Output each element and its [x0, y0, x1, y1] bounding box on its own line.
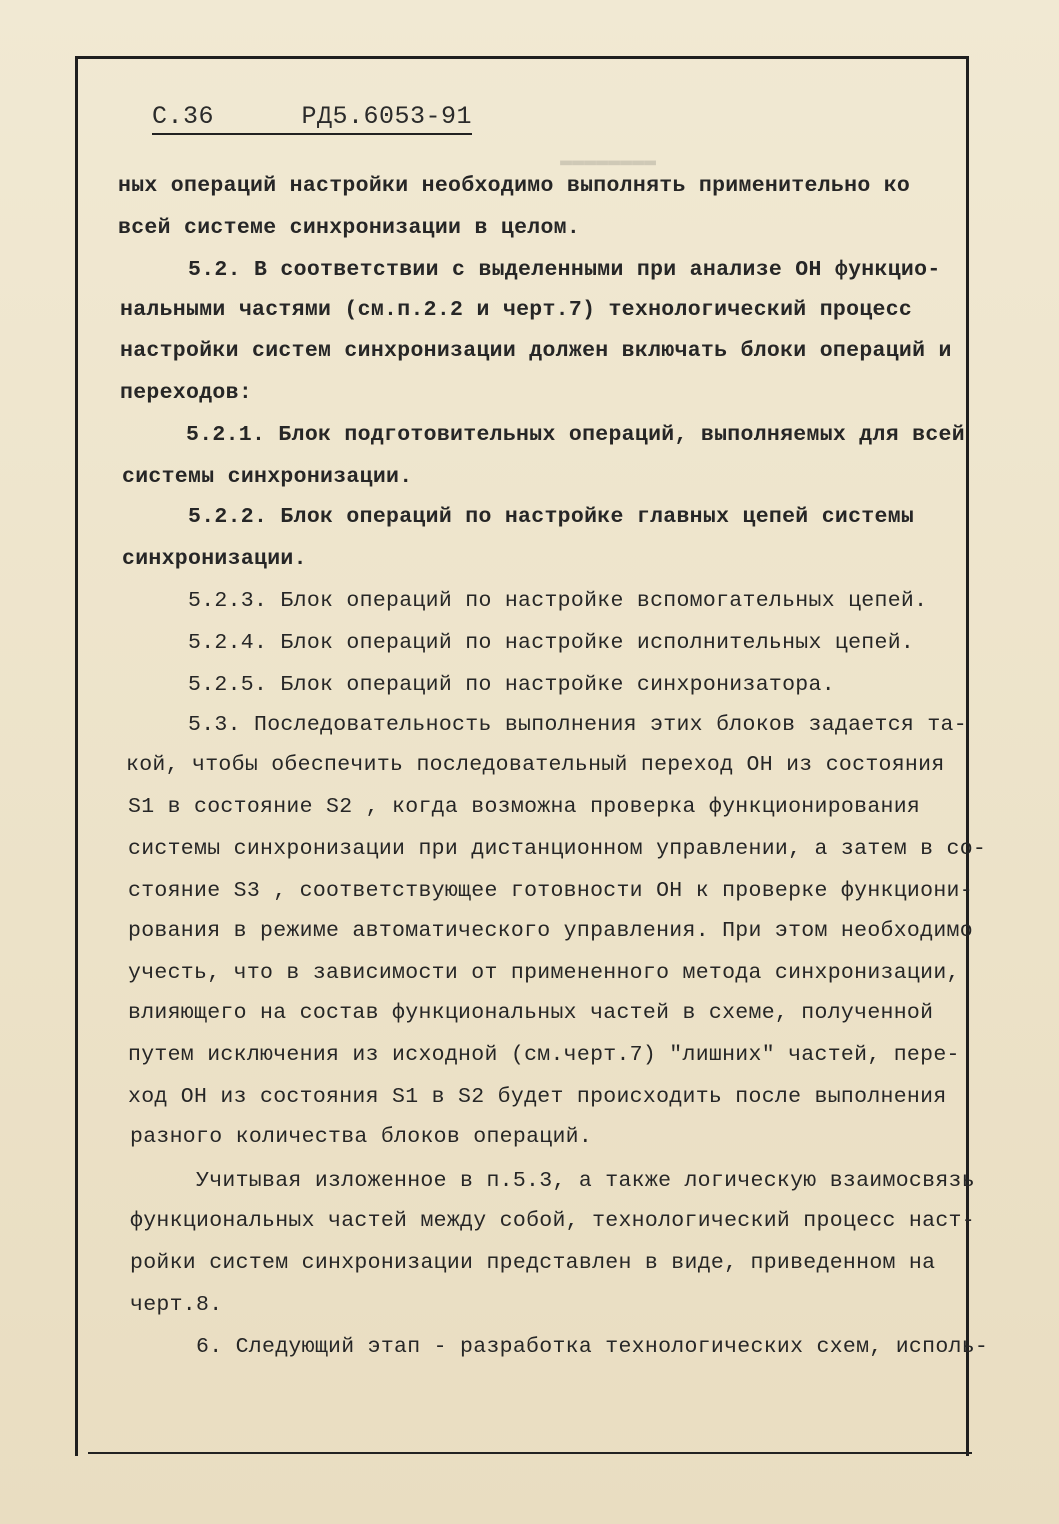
- text-line: нальными частями (см.п.2.2 и черт.7) технологический процесс: [120, 298, 913, 322]
- text-line: учесть, что в зависимости от примененного метода синхронизации,: [128, 961, 960, 985]
- bleed-through-mark: ▬▬▬▬▬▬▬▬: [560, 150, 657, 173]
- text-line: 5.2.1. Блок подготовительных операций, выполняемых для всей: [186, 423, 965, 447]
- text-line: влияющего на состав функциональных частей в схеме, полученной: [128, 1001, 934, 1025]
- text-line: системы синхронизации при дистанционном управлении, а затем в со-: [128, 837, 987, 861]
- text-line: системы синхронизации.: [122, 465, 413, 489]
- text-line: 5.2.2. Блок операций по настройке главных цепей системы: [188, 505, 915, 529]
- page-header: [152, 102, 472, 135]
- text-line: 5.2.5. Блок операций по настройке синхронизатора.: [188, 673, 835, 697]
- text-line: ных операций настройки необходимо выполнять применительно ко: [118, 174, 911, 198]
- text-line: стояние S3 , соответствующее готовности ОН к проверке функциони-: [128, 879, 973, 903]
- text-line: 5.2.4. Блок операций по настройке исполнительных цепей.: [188, 631, 915, 655]
- text-line: ход ОН из состояния S1 в S2 будет происходить после выполнения: [128, 1085, 947, 1109]
- text-line: 5.2. В соответствии с выделенными при анализе ОН функцио-: [188, 258, 941, 282]
- text-line: 5.2.3. Блок операций по настройке вспомогательных цепей.: [188, 589, 928, 613]
- text-line: рования в режиме автоматического управления. При этом необходимо: [128, 919, 973, 943]
- text-line: функциональных частей между собой, технологический процесс наст-: [130, 1209, 975, 1233]
- text-line: S1 в состояние S2 , когда возможна проверка функционирования: [128, 795, 921, 819]
- text-line: 6. Следующий этап - разработка технологических схем, исполь-: [196, 1335, 989, 1359]
- text-line: синхронизации.: [122, 547, 307, 571]
- document-code: РД5.6053-91: [301, 102, 473, 131]
- text-line: ройки систем синхронизации представлен в виде, приведенном на: [130, 1251, 936, 1275]
- text-line: Учитывая изложенное в п.5.3, а также логическую взаимосвязь: [196, 1169, 975, 1193]
- text-line: настройки систем синхронизации должен включать блоки операций и: [120, 339, 952, 363]
- text-line: кой, чтобы обеспечить последовательный переход ОН из состояния: [126, 753, 945, 777]
- text-line: всей системе синхронизации в целом.: [118, 216, 581, 240]
- text-line: разного количества блоков операций.: [130, 1125, 593, 1149]
- text-line: переходов:: [120, 381, 253, 405]
- text-line: путем исключения из исходной (см.черт.7) "лишних" частей, пере-: [128, 1043, 960, 1067]
- page-number: С.36: [152, 102, 215, 131]
- text-line: 5.3. Последовательность выполнения этих блоков задается та-: [188, 713, 967, 737]
- text-line: черт.8.: [130, 1293, 223, 1317]
- page-bottom-rule: [88, 1452, 972, 1454]
